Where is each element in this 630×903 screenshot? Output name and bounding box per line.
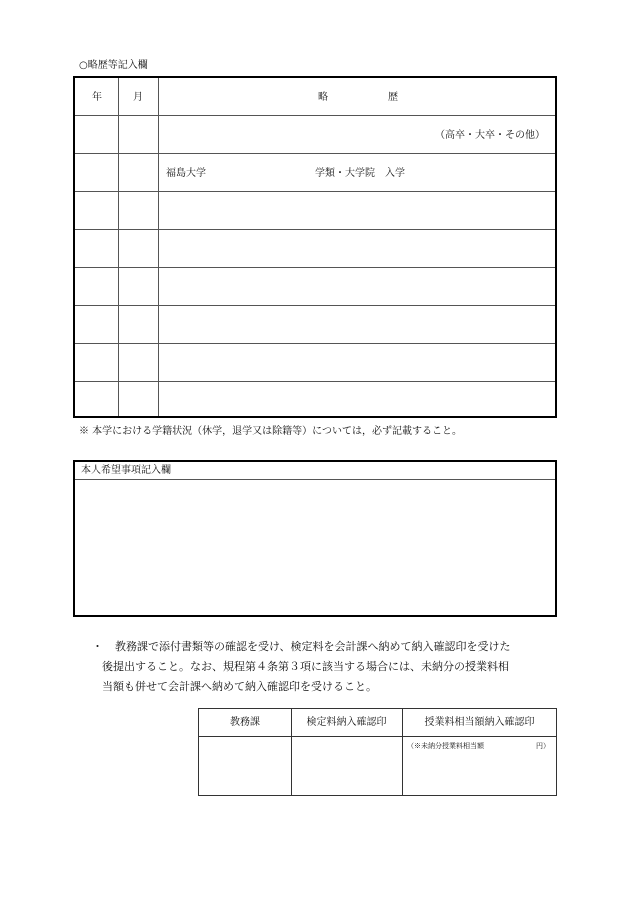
- confirmation-table: [198, 708, 557, 796]
- wish-box: [73, 460, 557, 617]
- column-divider: [158, 78, 159, 416]
- unpaid-tuition-note: （※未納分授業料相当額: [407, 742, 484, 750]
- wish-section-title: 本人希望事項記入欄: [81, 465, 171, 476]
- column-divider: [118, 78, 119, 416]
- unpaid-tuition-yen: 円）: [536, 742, 550, 750]
- row-divider: [75, 229, 555, 230]
- faculty-entry-text: 学類・大学院 入学: [315, 168, 405, 179]
- header-month: 月: [133, 92, 143, 103]
- education-type-text: （高卒・大卒・その他）: [435, 130, 545, 141]
- history-table: [73, 76, 557, 418]
- history-section-title: ○略歴等記入欄: [79, 60, 148, 71]
- row-divider: [75, 343, 555, 344]
- instruction-bullet: ・: [92, 640, 103, 653]
- university-name: 福島大学: [166, 168, 206, 179]
- history-note: ※ 本学における学籍状況（休学，退学又は除籍等）については，必ず記載すること。: [79, 426, 462, 437]
- header-year: 年: [92, 92, 102, 103]
- header-tuition-stamp: 授業料相当額納入確認印: [424, 717, 535, 728]
- header-history-2: 歴: [388, 92, 398, 103]
- header-history-1: 略: [318, 92, 328, 103]
- header-exam-fee-stamp: 検定料納入確認印: [306, 717, 387, 728]
- instruction-line-1: 教務課で添付書類等の確認を受け、検定料を会計課へ納めて納入確認印を受けた: [115, 640, 511, 653]
- row-divider: [75, 115, 555, 116]
- row-divider: [75, 191, 555, 192]
- instruction-line-2: 後提出すること。なお、規程第４条第３項に該当する場合には、未納分の授業料相: [102, 660, 509, 673]
- header-academic-affairs: 教務課: [230, 717, 260, 728]
- wish-title-divider: [75, 479, 555, 480]
- row-divider: [75, 153, 555, 154]
- row-divider: [75, 267, 555, 268]
- instruction-line-3: 当額も併せて会計課へ納めて納入確認印を受けること。: [102, 680, 377, 693]
- row-divider: [75, 381, 555, 382]
- row-divider: [75, 305, 555, 306]
- header-divider: [199, 736, 556, 737]
